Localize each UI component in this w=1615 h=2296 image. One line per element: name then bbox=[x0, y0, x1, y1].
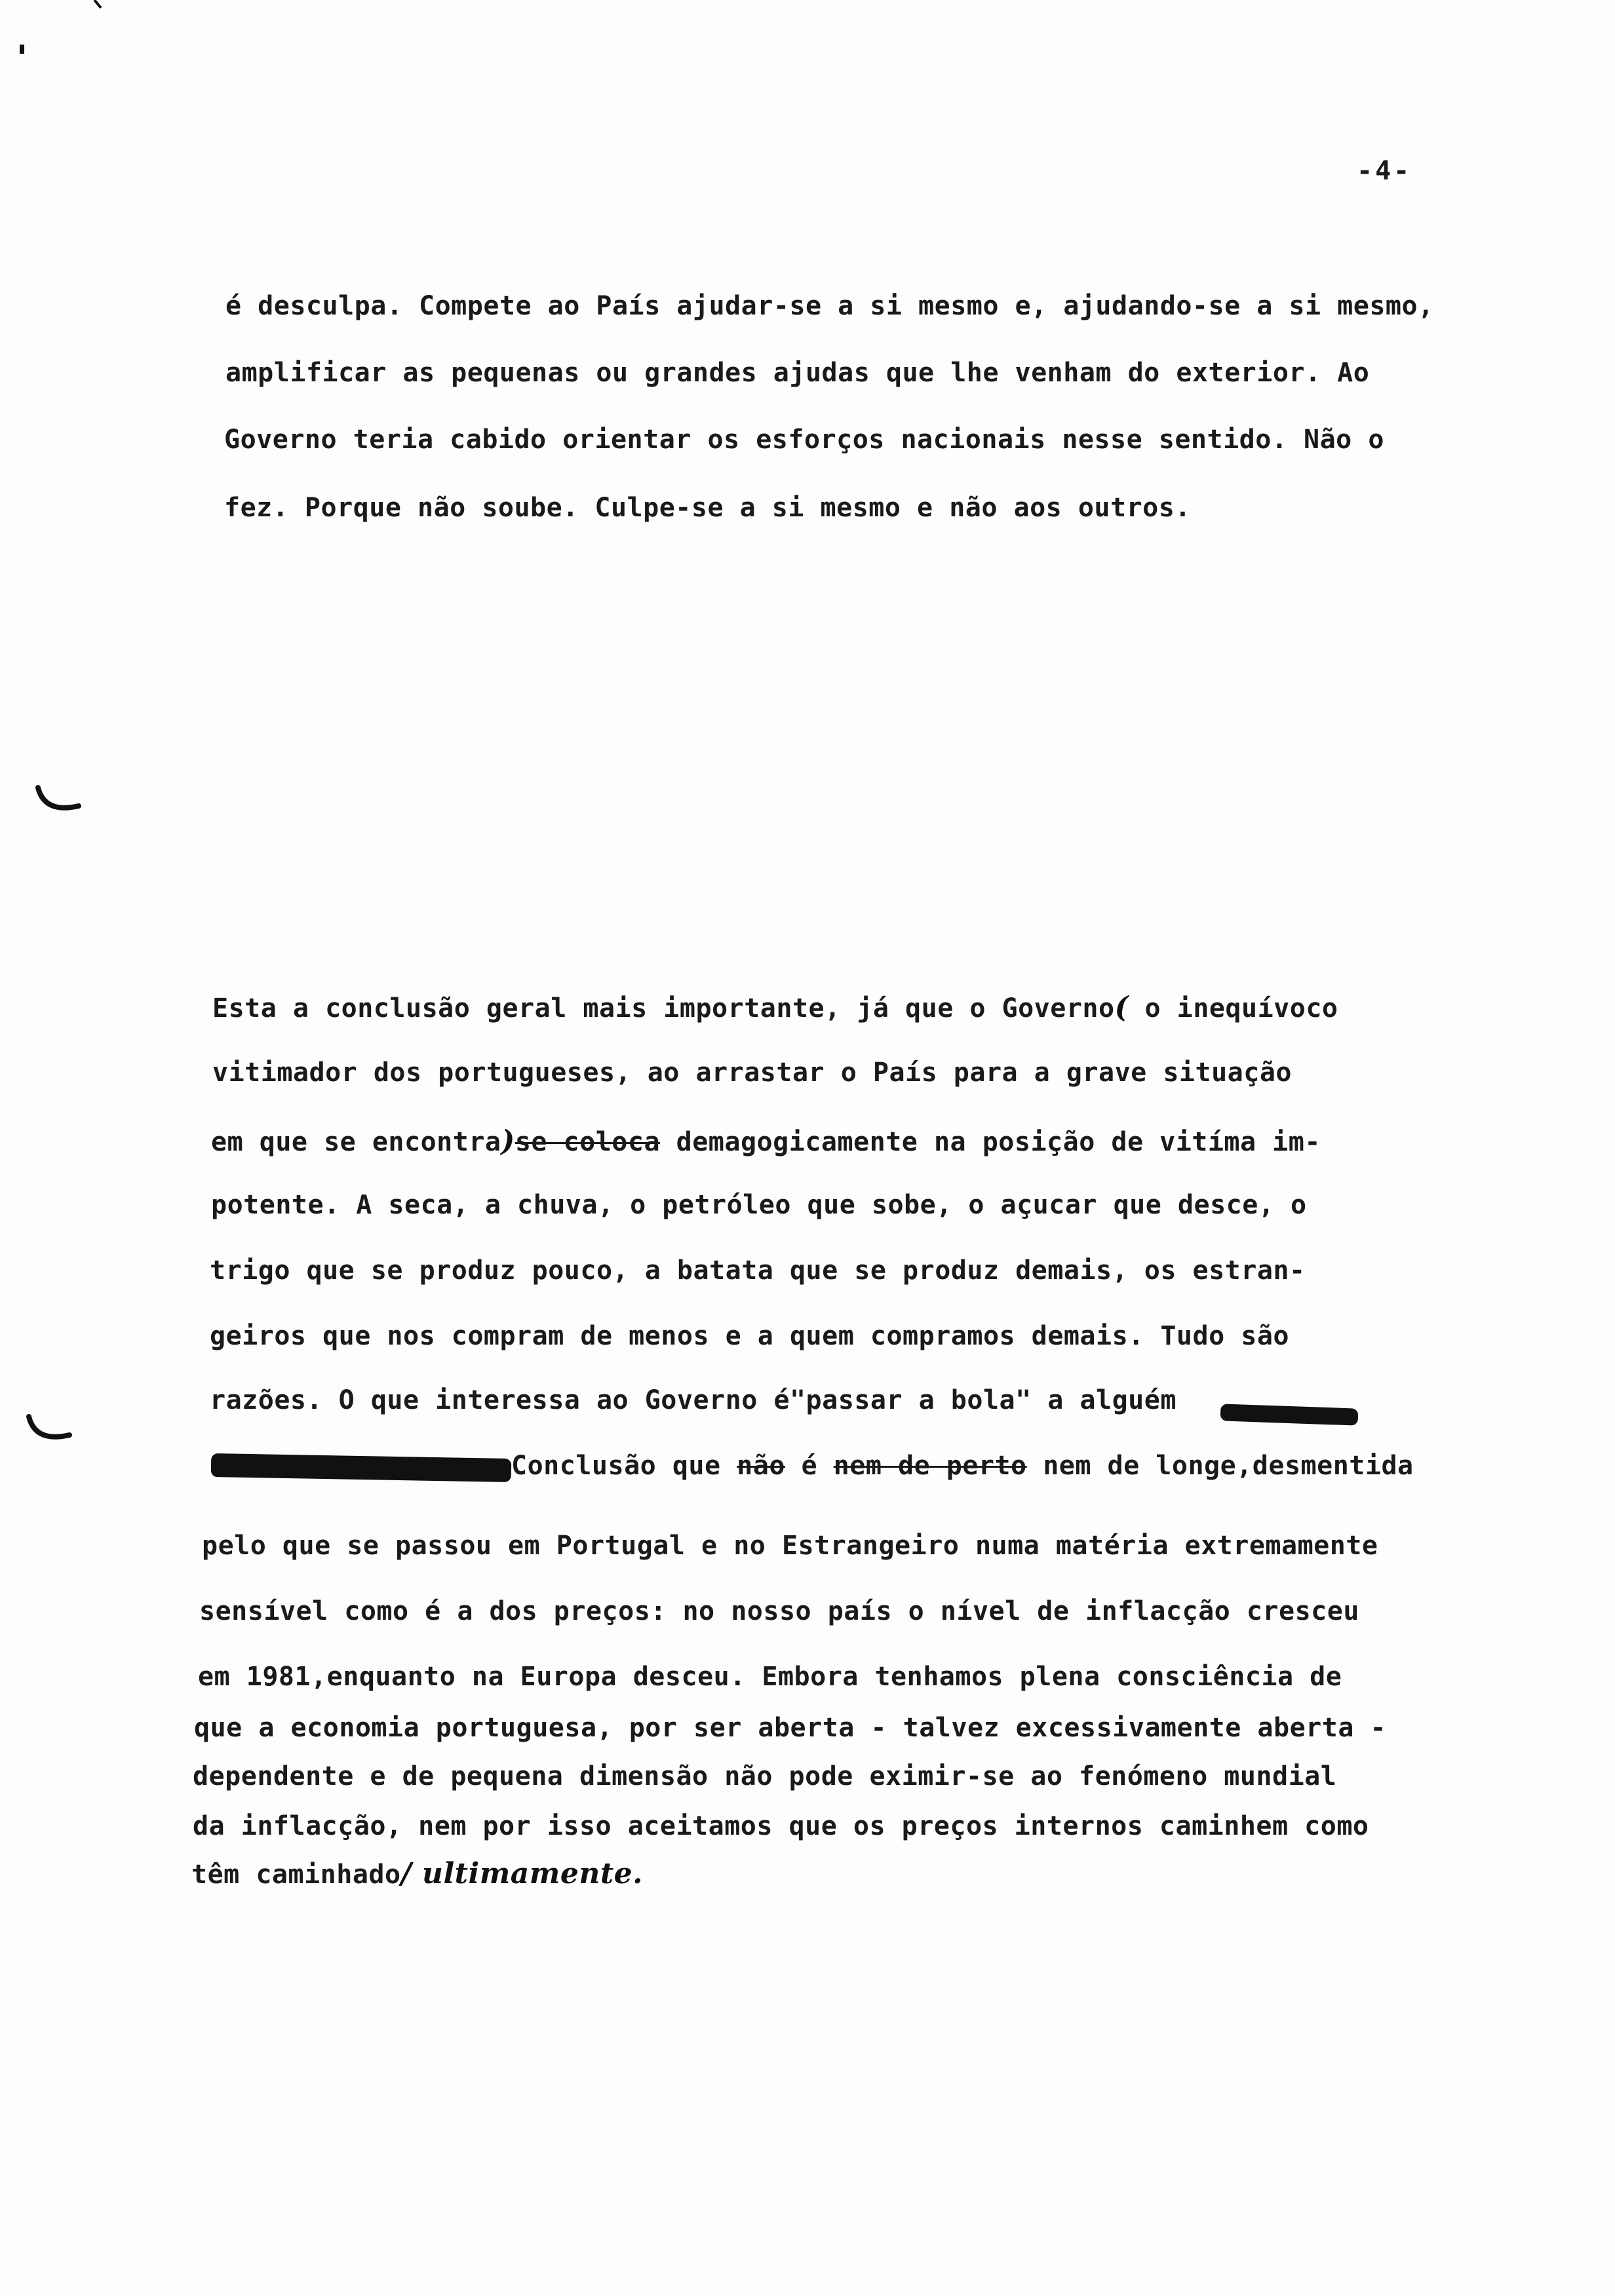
struck-text: não bbox=[737, 1451, 785, 1481]
margin-bracket-mark-bottom bbox=[24, 1409, 76, 1455]
scan-dot-mark bbox=[17, 43, 28, 56]
text-line: sensível como é a dos preços: no nosso país o nível de inflacção cresceu bbox=[199, 1596, 1359, 1626]
text-line: que a economia portuguesa, por ser aberta - talvez excessivamente aberta - bbox=[194, 1713, 1387, 1743]
margin-bracket-mark-top bbox=[33, 780, 85, 826]
text-line: pelo que se passou em Portugal e no Estrangeiro numa matéria extremamente bbox=[202, 1531, 1378, 1561]
text-line: em 1981,enquanto na Europa desceu. Embora tenhamos plena consciência de bbox=[198, 1662, 1342, 1692]
text-line bbox=[511, 1451, 1414, 1481]
page-number: -4- bbox=[1357, 156, 1412, 186]
text-line: da inflacção, nem por isso aceitamos que os preços internos caminhem como bbox=[193, 1811, 1369, 1841]
text-line: potente. A seca, a chuva, o petróleo que sobe, o açucar que desce, o bbox=[211, 1190, 1307, 1220]
struck-text: se coloca bbox=[515, 1127, 661, 1157]
redaction-mark bbox=[1220, 1404, 1359, 1425]
text-fragment: o inequívoco bbox=[1144, 993, 1338, 1024]
handwritten-insertion: ) bbox=[501, 1124, 515, 1158]
text-line bbox=[191, 1857, 643, 1890]
text-fragment: é bbox=[785, 1451, 834, 1481]
scan-tick-mark bbox=[92, 0, 107, 10]
text-line: dependente e de pequena dimensão não pode eximir-se ao fenómeno mundial bbox=[193, 1761, 1337, 1791]
struck-text: nem de perto bbox=[833, 1451, 1027, 1481]
text-fragment: nem de longe,desmentida bbox=[1026, 1451, 1414, 1481]
text-line: trigo que se produz pouco, a batata que se produz demais, os estran- bbox=[210, 1255, 1306, 1286]
text-line: fez. Porque não soube. Culpe-se a si mesmo e não aos outros. bbox=[224, 493, 1191, 523]
text-line: amplificar as pequenas ou grandes ajudas que lhe venham do exterior. Ao bbox=[225, 358, 1370, 388]
text-fragment: Esta a conclusão geral mais importante, já que o Governo bbox=[212, 993, 1115, 1024]
text-fragment: em que se encontra bbox=[211, 1127, 501, 1157]
text-fragment: Conclusão que bbox=[511, 1451, 737, 1481]
text-fragment: demagogicamente na posição de vitíma im- bbox=[660, 1127, 1321, 1157]
text-line: é desculpa. Compete ao País ajudar-se a si mesmo e, ajudando-se a si mesmo, bbox=[225, 291, 1434, 321]
text-line: razões. O que interessa ao Governo é"passar a bola" a alguém bbox=[210, 1385, 1177, 1415]
redaction-mark bbox=[211, 1453, 512, 1482]
handwritten-insertion: / ultimamente. bbox=[400, 1857, 643, 1890]
text-line: Governo teria cabido orientar os esforços nacionais nesse sentido. Não o bbox=[224, 425, 1384, 455]
text-line bbox=[212, 991, 1338, 1024]
text-line: geiros que nos compram de menos e a quem compramos demais. Tudo são bbox=[210, 1321, 1289, 1351]
text-line: vitimador dos portugueses, ao arrastar o País para a grave situação bbox=[212, 1058, 1292, 1088]
text-line bbox=[211, 1124, 1321, 1158]
text-fragment: têm caminhado bbox=[191, 1860, 401, 1890]
handwritten-insertion: ( bbox=[1114, 991, 1129, 1024]
